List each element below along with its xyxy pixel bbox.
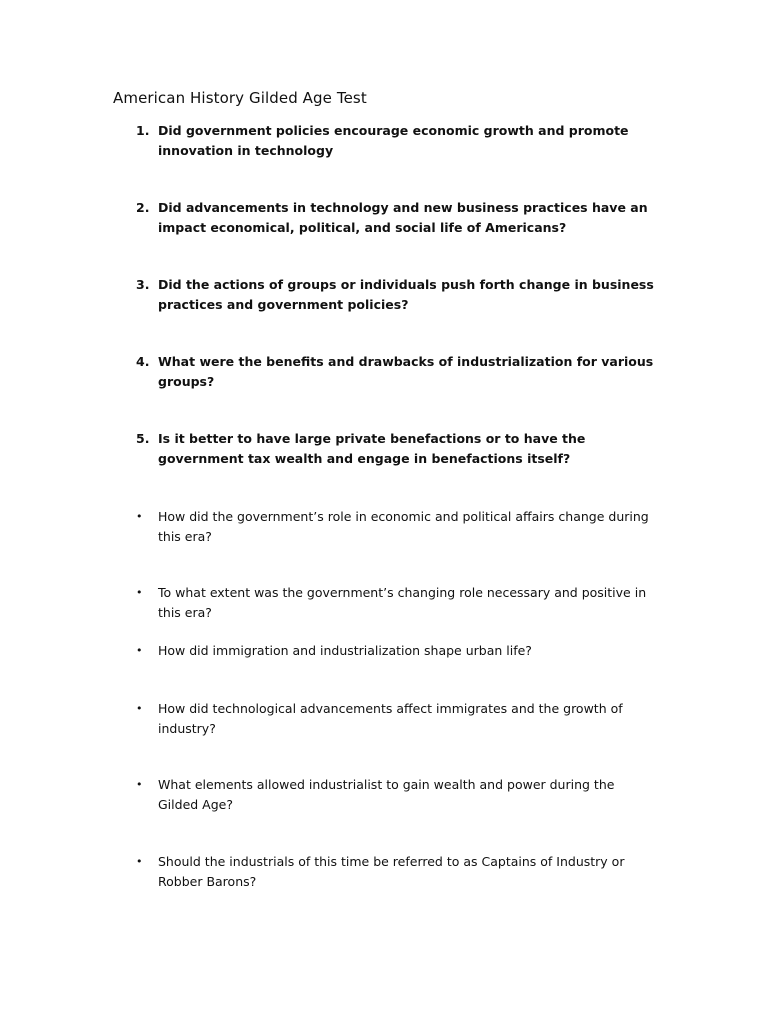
bullet-text: How did the government’s role in economic and political affairs change during this era? [158,509,649,544]
question-number: 1. [136,123,150,138]
question-item [136,198,656,237]
bullet-icon: • [136,855,143,868]
question-number: 2. [136,200,150,215]
bullet-item [136,775,656,814]
question-item [136,429,656,468]
question-number: 4. [136,354,150,369]
question-item [136,121,656,160]
bullet-item [136,641,656,661]
bullet-text: How did technological advancements affect immigrates and the growth of industry? [158,701,623,736]
question-number: 3. [136,277,150,292]
bullet-icon: • [136,644,143,657]
bullet-icon: • [136,778,143,791]
bullet-icon: • [136,510,143,523]
question-text: What were the benefits and drawbacks of industrialization for various groups? [158,354,654,389]
bullet-icon: • [136,586,143,599]
bullet-item [136,583,656,622]
bullet-item [136,852,656,891]
question-item [136,275,656,314]
bullet-text: Should the industrials of this time be referred to as Captains of Industry or Robber Barons? [158,854,625,889]
page-title: American History Gilded Age Test [113,89,367,107]
bullet-item [136,507,656,546]
question-text: Did the actions of groups or individuals push forth change in business practices and government policies? [158,277,654,312]
bullet-text: How did immigration and industrialization shape urban life? [158,643,532,658]
bullet-text: To what extent was the government’s changing role necessary and positive in this era? [158,585,647,620]
question-item [136,352,656,391]
question-text: Did advancements in technology and new business practices have an impact economical, political, and social life of Americans? [158,200,648,235]
bullet-item [136,699,656,738]
bullet-icon: • [136,702,143,715]
question-text: Is it better to have large private benefactions or to have the government tax wealth and engage in benefactions itself? [158,431,586,466]
question-number: 5. [136,431,150,446]
question-text: Did government policies encourage economic growth and promote innovation in technology [158,123,629,158]
bullet-text: What elements allowed industrialist to gain wealth and power during the Gilded Age? [158,777,615,812]
